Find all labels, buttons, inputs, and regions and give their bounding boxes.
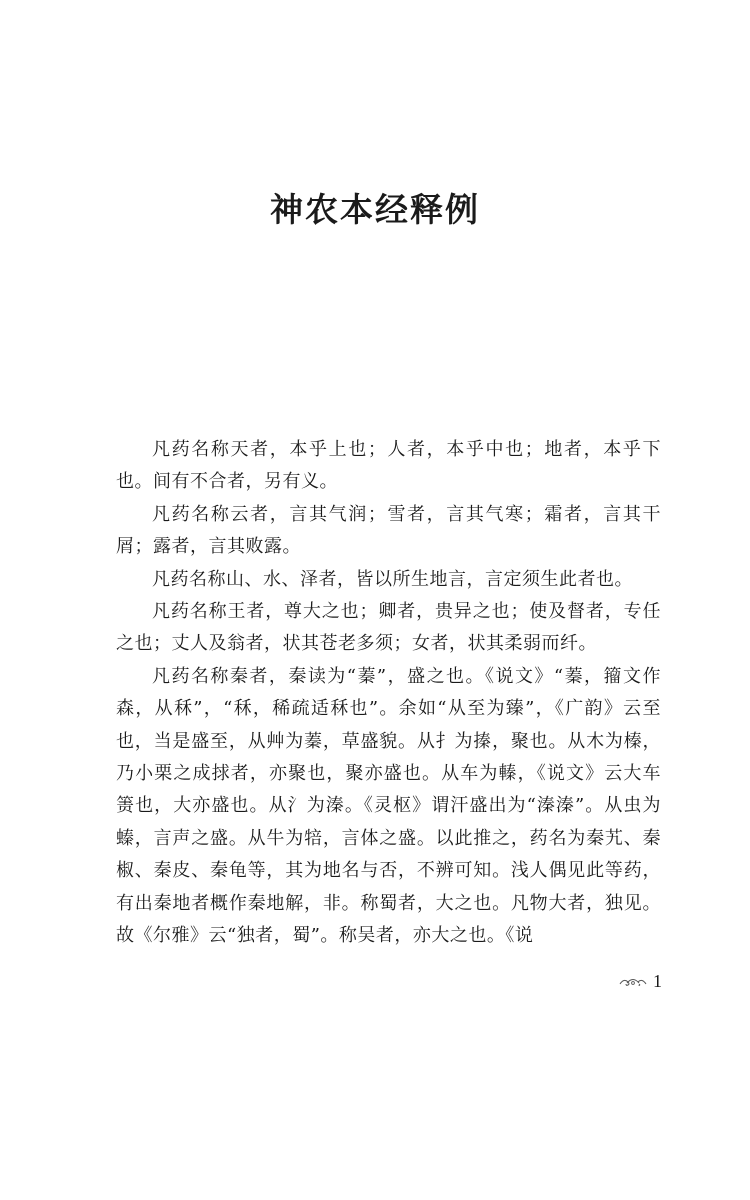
chapter-title: 神农本经释例 — [270, 190, 480, 229]
paragraph: 凡药名称山、水、泽者，皆以所生地言，言定须生此者也。 — [152, 568, 633, 590]
paragraph: 凡药名称云者，言其气润；雪者，言其气寒；霜者，言其干屑；露者，言其败露。 — [116, 503, 661, 558]
paragraph: 凡药名称秦者，秦读为“蓁”，盛之也。《说文》“蓁，籀文作森，从秝”，“秝，稀疏适秝也”。余如“从至为臻”，《广韵》云至也，当是盛至，从艸为蓁，草盛貌。从扌为搸，聚也。从木为榛，乃小栗之成捄者，亦聚也，聚亦盛也。从车为轃，《说文》云大车箦也，大亦盛也。从氵为溱。《灵枢》谓汗盛出为“溱溱”。从虫为螓，言声之盛。从牛为犃，言体之盛。以此推之，药名为秦艽、秦椒、秦皮、秦龟等，其为地名与否，不辨可知。浅人偶见此等药，有出秦地者概作秦地解，非。称蜀者，大之也。凡物大者，独见。故《尔雅》云“独者，蜀”。称吴者，亦大之也。《说 — [116, 665, 661, 947]
chapter-body — [116, 434, 661, 953]
page-number: 1 — [653, 970, 662, 991]
cloud-scroll-ornament-icon — [619, 974, 647, 988]
paragraph: 凡药名称天者，本乎上也；人者，本乎中也；地者，本乎下也。间有不合者，另有义。 — [116, 439, 661, 493]
page-footer — [619, 966, 662, 996]
paragraph: 凡药名称王者，尊大之也；卿者，贵异之也；使及督者，专任之也；丈人及翁者，状其苍老多须；女者，状其柔弱而纤。 — [116, 601, 661, 655]
